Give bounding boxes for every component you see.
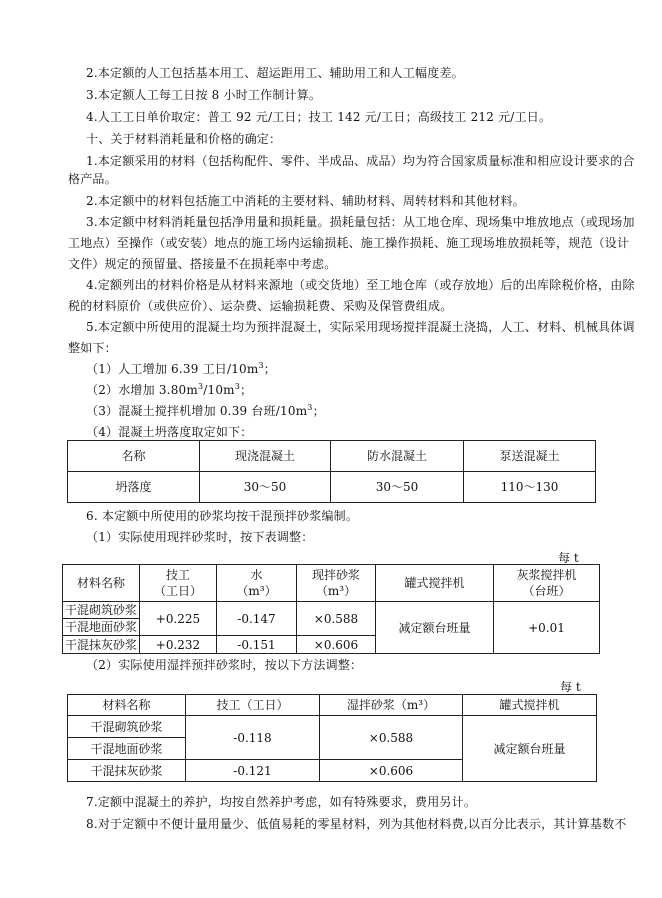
list-item-mixer-increase: （3）混凝土搅拌机增加 0.39 台班$/10m^3$； [86,403,325,418]
slump-header-name: 名称 [68,441,200,472]
paragraph-site-mixed: （1）实际使用现拌砂浆时，按下表调整： [86,530,314,544]
slump-table [67,440,596,503]
paragraph-materials-quality: 1.本定额采用的材料（包括构配件、零件、半成品、成品）均为符合国家质量标准和相应设计要求的合 [86,154,635,168]
paragraph-consumption-cont1: 工地点）至操作（或安装）地点的施工场内运输损耗、施工操作损耗、施工现场堆放损耗等，规范（设计 [68,236,630,250]
t1-row-floor: 干混地面砂浆 [63,619,140,636]
wet-mortar-table [67,694,597,782]
t2-row-plaster: 干混抹灰砂浆 [68,760,186,782]
paragraph-materials-quality-cont: 格产品。 [68,172,117,186]
t1-tank-mixer-value: 减定额台班量 [376,602,494,654]
paragraph-consumption: 3.本定额中材料消耗量包括净用量和损耗量。损耗量包括：从工地仓库、现场集中堆放地点（或现场加 [86,215,635,229]
slump-waterproof-value: 30～50 [331,472,464,503]
t1-grout-mixer-value: +0.01 [494,602,600,654]
t1-header-water: 水 （m³） [217,565,297,602]
slump-row-label: 坍落度 [68,472,200,503]
section-heading-materials: 十、关于材料消耗量和价格的确定： [86,132,282,146]
list-item-water-increase: （2）水增加 $3.80m^3/10m^3$； [86,382,253,397]
t2-header-tank-mixer: 罐式搅拌机 [463,695,597,716]
t2-row-masonry: 干混砌筑砂浆 [68,716,186,738]
table2-unit: 每 t [560,680,581,694]
paragraph-labor-price: 4.人工工日单价取定：普工 92 元/工日；技工 142 元/工日；高级技工 212 元/工日。 [86,110,552,124]
site-mortar-table [62,564,600,654]
paragraph-material-price-cont: 税的材料原价（或供应价）、运杂费、运输损耗费、采购及保管费组成。 [68,299,453,313]
paragraph-labor-composition: 2.本定额的人工包括基本用工、超运距用工、辅助用工和人工幅度差。 [86,66,464,80]
t2-wet-3: ×0.606 [320,760,463,782]
t1-header-name: 材料名称 [63,565,140,602]
t1-labor-12: +0.225 [140,602,217,636]
t1-water-3: -0.151 [217,636,297,654]
t2-tank-mixer-value: 减定额台班量 [463,716,597,782]
t1-header-labor: 技工 （工日） [140,565,217,602]
t2-header-name: 材料名称 [68,695,186,716]
slump-header-pump: 泵送混凝土 [464,441,596,472]
slump-cast-value: 30～50 [200,472,331,503]
t2-wet-12: ×0.588 [320,716,463,760]
paragraph-work-hours: 3.本定额人工每工日按 8 小时工作制计算。 [86,88,322,102]
t1-row-masonry: 干混砌筑砂浆 [63,602,140,619]
t2-header-wet-mortar: 湿拌砂浆（m³） [320,695,463,716]
paragraph-misc-materials: 8.对于定额中不便计量用量少、低值易耗的零星材料，列为其他材料费,以百分比表示，其计算基数不 [86,817,627,831]
t1-header-mortar: 现拌砂浆 （m³） [297,565,376,602]
paragraph-concrete-cont: 整如下： [68,341,117,355]
list-item-slump: （4）混凝土坍落度取定如下： [86,425,253,439]
paragraph-wet-mixed: （2）实际使用湿拌预拌砂浆时，按以下方法调整： [86,658,363,672]
t1-header-tank-mixer: 罐式搅拌机 [376,565,494,602]
t1-header-grout-mixer: 灰浆搅拌机 （台班） [494,565,600,602]
t1-mortar-3: ×0.606 [297,636,376,654]
list-item-labor-increase: （1）人工增加 6.39 工日$/10m^3$； [86,361,276,376]
t1-labor-3: +0.232 [140,636,217,654]
paragraph-consumption-cont2: 文件）规定的预留量、搭接量不在损耗率中考虑。 [68,257,337,271]
slump-pump-value: 110～130 [464,472,596,503]
slump-header-cast: 现浇混凝土 [200,441,331,472]
t2-row-floor: 干混地面砂浆 [68,738,186,760]
paragraph-curing: 7.定额中混凝土的养护，均按自然养护考虑，如有特殊要求，费用另计。 [86,795,477,809]
table1-unit: 每 t [558,551,579,565]
t2-labor-12: -0.118 [186,716,320,760]
t2-header-labor: 技工（工日） [186,695,320,716]
paragraph-material-price: 4.定额列出的材料价格是从材料来源地（或交货地）至工地仓库（或存放地）后的出库除税价格，由除 [86,278,635,292]
t2-labor-3: -0.121 [186,760,320,782]
paragraph-concrete: 5.本定额中所使用的混凝土均为预拌混凝土，实际采用现场搅拌混凝土浇捣，人工、材料、机械具体调 [86,320,635,334]
paragraph-mortar: 6. 本定额中所使用的砂浆均按干混预拌砂浆编制。 [86,509,359,523]
t1-water-12: -0.147 [217,602,297,636]
slump-header-waterproof: 防水混凝土 [331,441,464,472]
t1-row-plaster: 干混抹灰砂浆 [63,636,140,654]
paragraph-materials-types: 2.本定额中的材料包括施工中消耗的主要材料、辅助材料、周转材料和其他材料。 [86,194,525,208]
t1-mortar-12: ×0.588 [297,602,376,636]
